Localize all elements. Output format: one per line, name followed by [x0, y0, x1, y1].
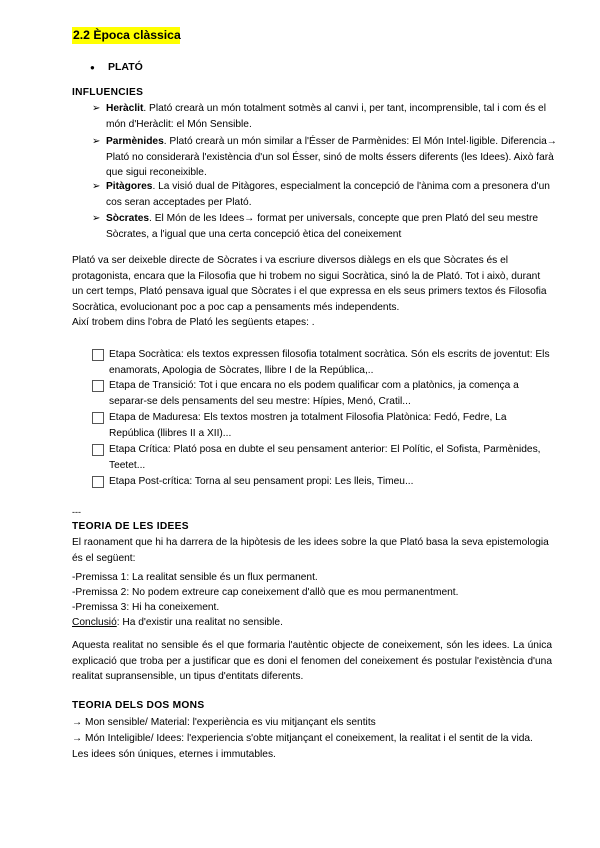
influence-name: Pitàgores [106, 181, 153, 192]
arrow-bullet-icon: ➢ [92, 103, 101, 114]
two-worlds-title: TEORIA DELS DOS MONS [72, 700, 205, 711]
intelligible-world-line: → Món Inteligible/ Idees: l'experiencia s'obte mitjançant el coneixement, la realitat i el sentit de la vida. Les idees són úniques, eternes i immutables. [72, 733, 533, 760]
stage-text: Etapa de Maduresa: Els textos mostren ja totalment Filosofia Platònica: Fedó, Fedre, La República (llibres II a XII)... [109, 412, 507, 439]
stage-text: Etapa de Transició: Tot i que encara no els podem qualificar com a platònics, ja comença a separar-se dels pensaments del seu mestre: Hípies, Menó, Cratil... [109, 380, 519, 407]
checkbox-icon [92, 412, 104, 424]
conclusion [72, 615, 552, 631]
theory-ideas-title: TEORIA DE LES IDEES [72, 521, 189, 532]
influences-title: INFLUENCIES [72, 87, 144, 98]
influence-text: . Plató crearà un món similar a l'Ésser de Parmènides: El Món Intel·ligible. Diferencia→ Plató no considerarà l'existència d'un sol Ésser, sinó de molts éssers diferents (les Idees). Això farà que sigui reconeixible. [106, 136, 557, 179]
theory-ideas-intro: El raonament que hi ha darrera de la hipòtesis de les idees sobre la que Plató basa la seva epistemologia és el següent: [72, 537, 549, 564]
influence-item [92, 101, 562, 132]
arrow-bullet-icon: ➢ [92, 136, 101, 147]
theory-ideas-paragraph: Aquesta realitat no sensible és el que formaria l'autèntic objecte de coneixement, són les idees. La única explicació que troba per a justificar que es doni el fenomen del coneixement és postular l'existència d'una realitat supransensible, un tipus d'entitats diferents. [72, 640, 552, 683]
stages-lead: Així trobem dins l'obra de Plató les següents etapes: . [72, 317, 315, 329]
conclusion-label: Conclusió [72, 617, 117, 628]
premise-3: -Premissa 3: Hi ha coneixement. [72, 602, 220, 613]
stage-text: Etapa Crítica: Plató posa en dubte el seu pensament anterior: El Polític, el Sofista, Parmènides, Teetet... [109, 444, 541, 471]
separator: --- [72, 507, 81, 517]
bullet-dot-icon: ● [90, 63, 95, 72]
sensible-world-line: → Mon sensible/ Material: l'experiència es viu mitjançant els sentits [72, 717, 376, 728]
section-heading: 2.2 Època clàssica [73, 28, 181, 42]
influence-item [92, 134, 562, 181]
premise-2: -Premissa 2: No podem extreure cap coneixement d'allò que es mou permanentment. [72, 587, 459, 598]
arrow-bullet-icon: ➢ [92, 213, 101, 224]
stage-text: Etapa Socràtica: els textos expressen filosofia totalment socràtica. Són els escrits de joventut: Els enamorats, Apologia de Sòcrates, llibre I de la República,.. [109, 349, 550, 376]
checkbox-icon [92, 476, 104, 488]
intro-paragraph: Plató va ser deixeble directe de Sòcrates i va escriure diversos diàlegs en els que Sòcrates és el protagonista, encara que la Filosofia que hi trobem no sigui Socràtica, sinó la de Plató. Tot i això, durant un cert temps, Plató pensava igual que Sòcrates i el que expressa en els seus primers textos és Filosofia Socràtica, evolucionant poc a poc cap a pensaments més independents. [72, 255, 547, 313]
intro-block [72, 253, 550, 331]
stage-item [92, 410, 552, 441]
philosopher-title: PLATÓ [108, 61, 143, 73]
stage-item [92, 378, 552, 409]
influence-text: . Plató crearà un món totalment sotmès al canvi i, per tant, incomprensible, tal i com és el món d'Heràclit: el Món Sensible. [106, 103, 546, 130]
premise-1: -Premissa 1: La realitat sensible és un flux permanent. [72, 572, 318, 583]
influence-name: Parmènides [106, 136, 164, 147]
influence-text: . El Món de les Idees→ format per universals, concepte que pren Plató del seu mestre Sòcrates, a l'igual que una certa concepció ètica del coneixement [106, 213, 539, 240]
stage-item [92, 442, 552, 473]
stage-item [92, 347, 552, 378]
influence-name: Sòcrates [106, 213, 150, 224]
influence-item [92, 211, 562, 242]
arrow-bullet-icon: ➢ [92, 181, 101, 192]
checkbox-icon [92, 444, 104, 456]
conclusion-text: : Ha d'existir una realitat no sensible. [116, 617, 283, 628]
stage-item [92, 474, 552, 490]
influence-item [92, 179, 562, 210]
stage-text: Etapa Post-crítica: Torna al seu pensament propi: Les lleis, Timeu... [109, 476, 414, 487]
checkbox-icon [92, 380, 104, 392]
influence-text: . La visió dual de Pitàgores, especialment la concepció de l'ànima com a presonera d'un cos seran acceptades per Plató. [106, 181, 550, 208]
influence-name: Heràclit [106, 103, 144, 114]
checkbox-icon [92, 349, 104, 361]
